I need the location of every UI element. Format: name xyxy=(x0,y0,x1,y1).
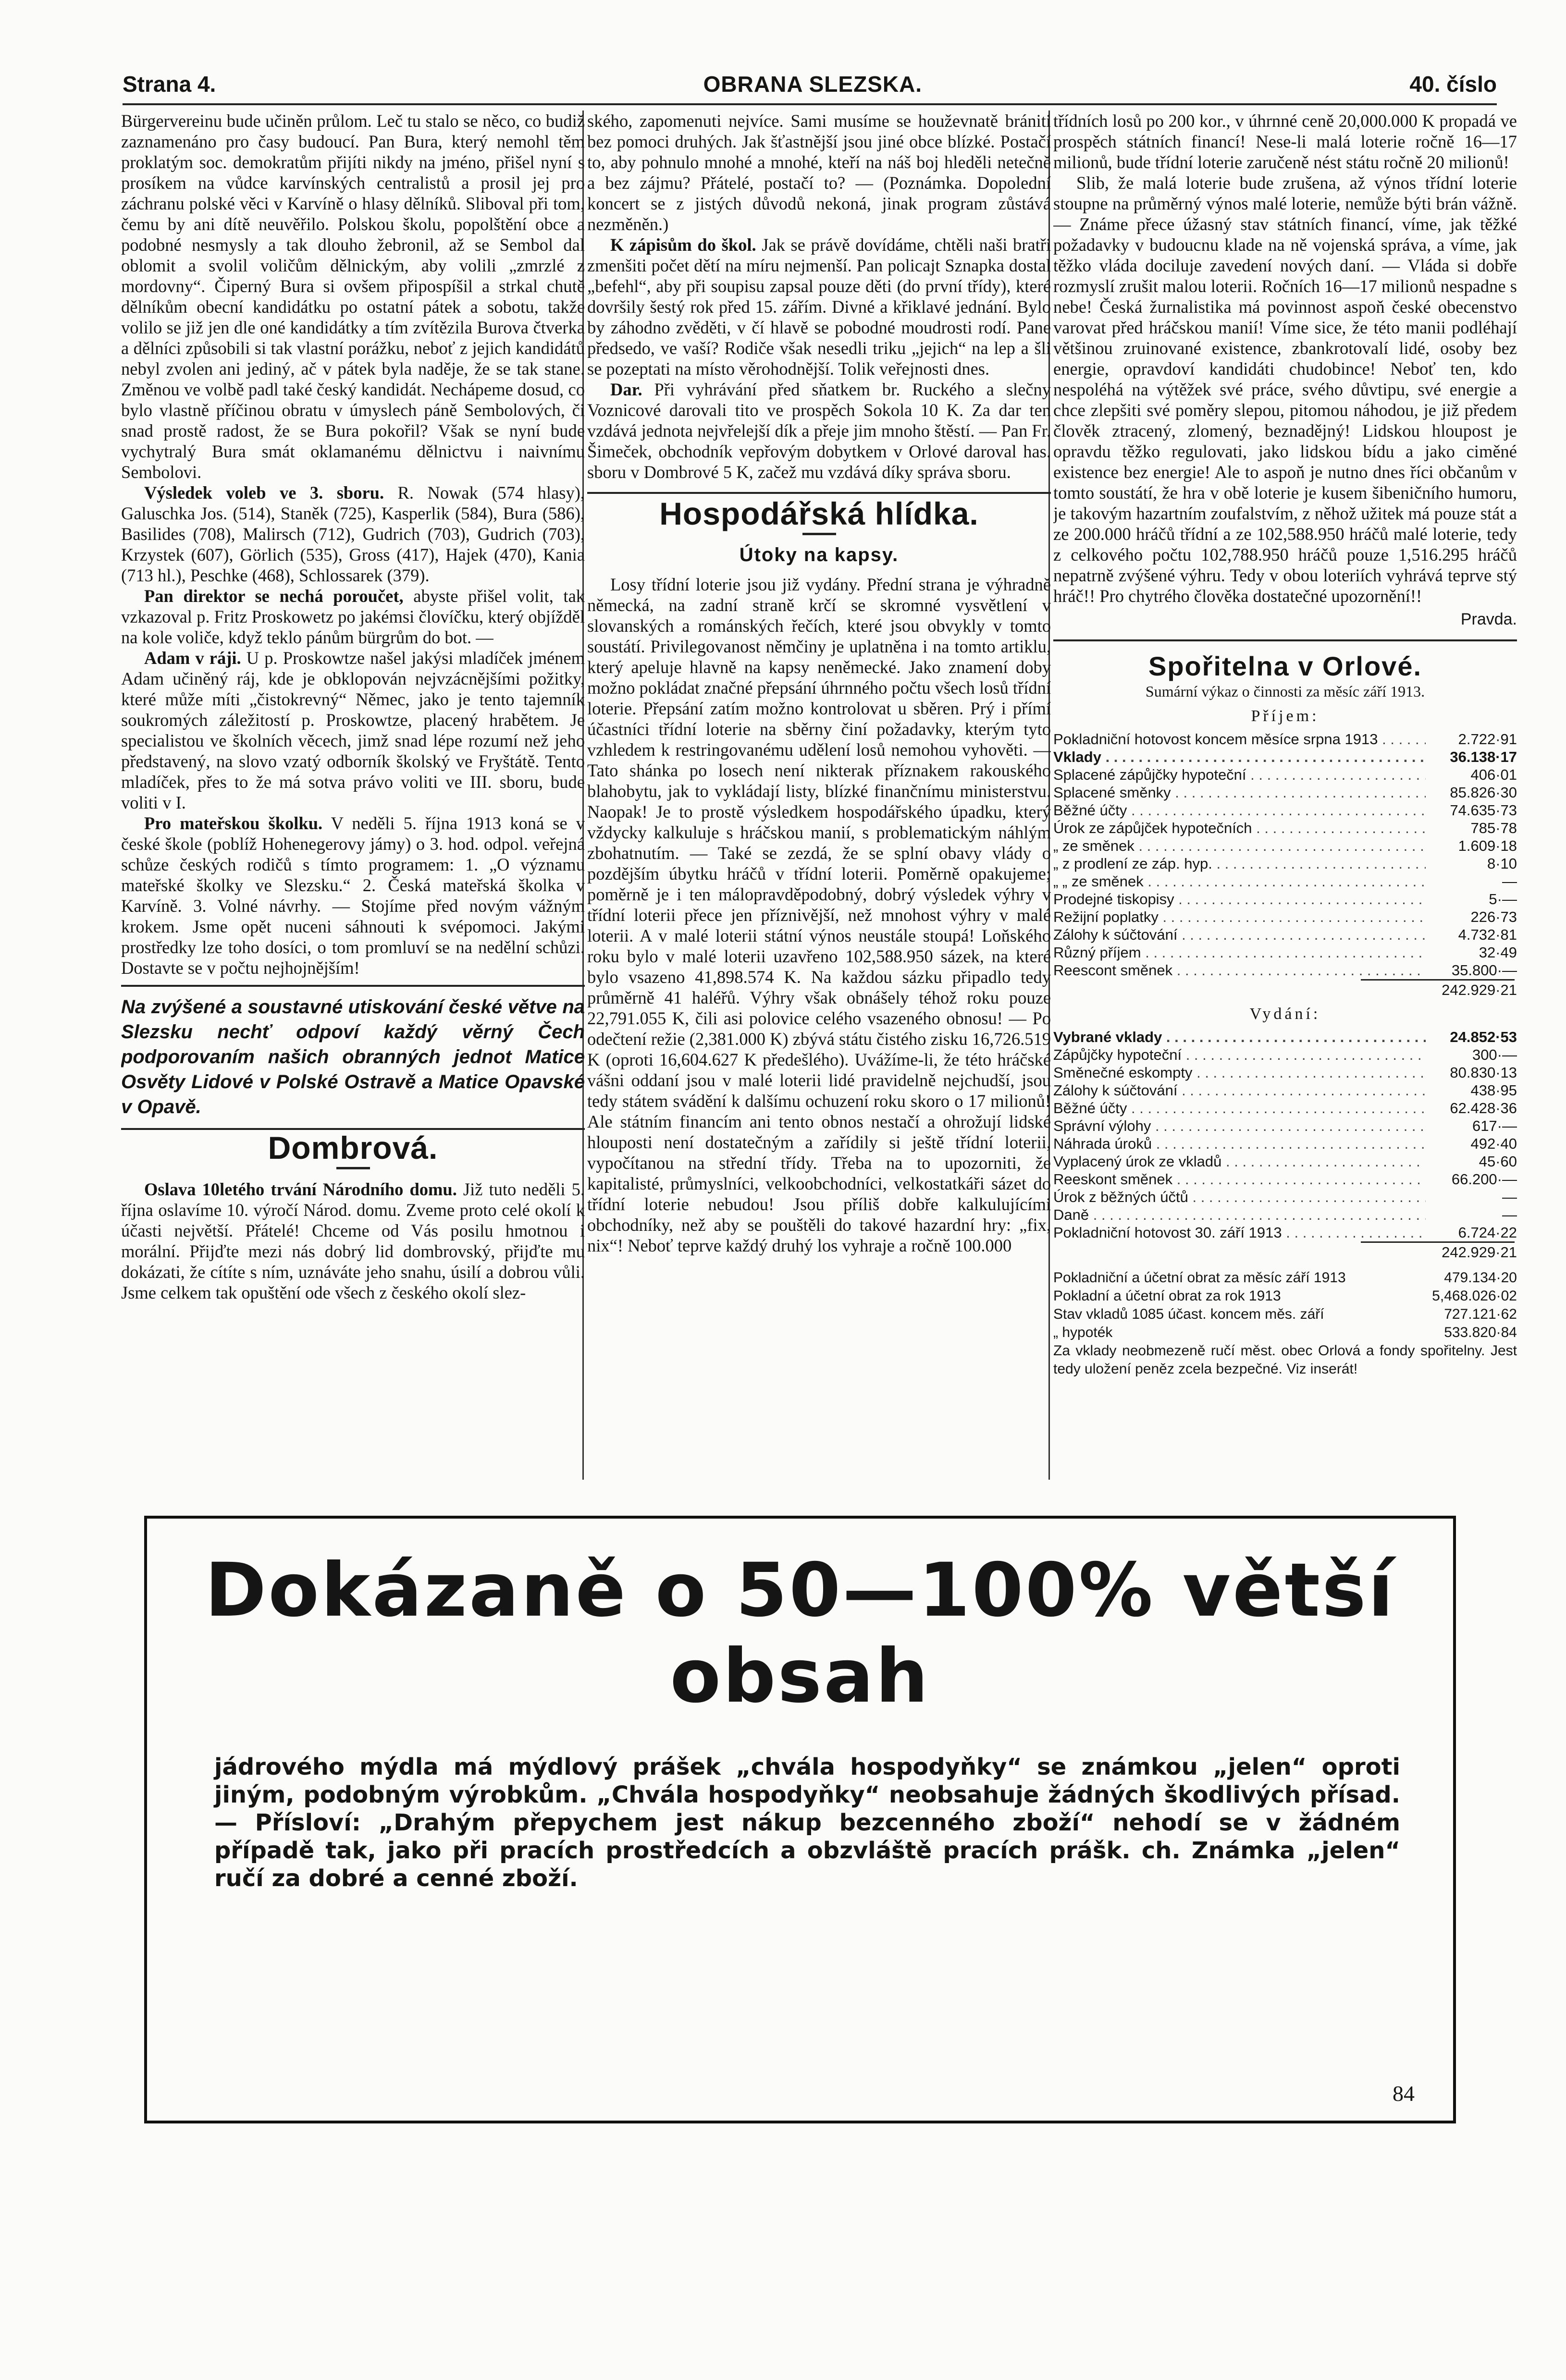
row-value: 727.121·62 xyxy=(1444,1306,1517,1322)
table-row xyxy=(1053,1170,1517,1188)
guarantee-footnote: Za vklady neobmezeně ručí měst. obec Orlová a fondy spořitelny. Jest tedy uložení peněz zcela bezpečné. Viz inserát! xyxy=(1053,1343,1517,1377)
row-label: Pokladniční a účetní obrat za měsíc září 1913 xyxy=(1053,1270,1346,1286)
article-paragraph xyxy=(121,648,585,813)
row-label: Pokladní a účetní obrat za rok 1913 xyxy=(1053,1288,1281,1304)
table-row xyxy=(1053,1224,1517,1241)
income-table xyxy=(1053,730,1517,979)
row-value: 1.609·18 xyxy=(1458,837,1517,854)
table-row xyxy=(1053,1269,1517,1287)
row-value: 438·95 xyxy=(1470,1082,1517,1099)
table-row xyxy=(1053,1099,1517,1117)
row-value: — xyxy=(1502,1206,1517,1223)
row-value: 300·— xyxy=(1472,1046,1517,1063)
row-label: Náhrada úroků . . . xyxy=(1053,1135,1426,1153)
appeal-box: Na zvýšené a soustavné utiskování české větve na Slezsku nechť odpoví každý věrný Čech podporovaním našich obranných jednot Matice Osvěty Lidové v Polské Ostravě a Matice Opavské v Opavě. xyxy=(121,985,585,1130)
row-value: 533.820·84 xyxy=(1444,1325,1517,1340)
row-label: Splacené zápůjčky hypoteční . . . xyxy=(1053,766,1426,784)
article-paragraph: Bürgervereinu bude učiněn průlom. Leč tu stalo se něco, co budiž zaznamenáno pro časy budoucí. Pan Bura, který nemohl těm proklatým soc. demokratům přijíti nikdy na jméno, přišel nyní s prosíkem na vůdce karvínských centralistů a prosil jej pro záchranu polské věci v Karvíně o hlasy dělníků. Sliboval při tom, čemu by ani dítě neuvěřilo. Polskou školu, popolštění obce a podobné nesmysly a tak dlouho žebronil, až se Sembol dal oblomit a svolil voličům dělnickým, aby volili „zmrzlé z mordovny“. Čiperný Bura si ovšem připospíšil a strkal chutě dělníkům obecní kandidátku po ostatní pátek a sobotu, takže volilo se již jen dle oné kandidátky a tím zvítězila Burova čtverka a dělníci způsobili si tak vlastní porážku, neboť z jejich kandidátů nebyl zvolen ani jediný, ač v pátek byla naděje, že se tak stane. Změnou ve volbě padl také český kandidát. Nechápeme dosud, co bylo vlastně příčinou obratu v úmyslech páně Sembolových, či snad prostě radost, že se Bura pokořil? Však se nyní bude vychytralý Bura smát oklamanému dělnictvu i naivnímu Sembolovi. xyxy=(121,111,585,482)
row-label: Směnečné eskompty . . . xyxy=(1053,1064,1426,1081)
paragraph-text: Již tuto neděli 5. října oslavíme 10. výročí Národ. domu. Zveme proto celé okolí k účasti největší. Přátelé! Chceme od Vás posilu hmotnou i morální. Přijďte mezi nás dobrý lid dombrovský, přijďte mu dokázati, že cítíte s ním, uznáváte jeho snahu, úsilí a dobrou vůli. Jsme celkem tak opuštění ode všech z českého okolí slez- xyxy=(121,1179,585,1302)
paragraph-heading: K zápisům do škol. xyxy=(610,235,756,255)
row-value: 785·78 xyxy=(1470,820,1517,836)
paragraph-text: Při vyhrávání před sňatkem br. Ruckého a slečny Voznicové darovali tito ve prospěch Sokola 10 K. Za dar ten vzdává jednota nejvřelejší dík a přeje jim mnoho štěstí. — Pan Fr. Šimeček, obchodník vepřovým dobytkem v Orlové daroval has. sboru v Dombrové 5 K, začež mu vzdává díky správa sboru. xyxy=(587,380,1051,482)
article-paragraph: ského, zapomenuti nejvíce. Sami musíme se houževnatě brániti bez pomoci druhých. Jak šťastnější jsou jiné obce blízké. Postačí to, aby pohnulo mnohé a mnohé, kteří na náš boj hleděli netečně a bez zájmu? Přátelé, postačí to? — (Poznámka. Dopolední koncert se z jistých důvodů nekoná, jinak program zůstává nezměněn.) xyxy=(587,111,1051,234)
row-label: Daně . . . xyxy=(1053,1206,1426,1224)
paragraph-text: R. Nowak (574 hlasy), Galuschka Jos. (514), Staněk (725), Kasperlik (584), Bura (586), Basilides (708), Malirsch (712), Gudrich (703), Gudrich (703), Krzystek (607), Görlich (535), Gross (417), Hajek (470), Kania (713 hl.), Peschke (468), Schlossarek (379). xyxy=(121,483,585,585)
page-number: Strana 4. xyxy=(123,72,216,97)
row-value: 35.800·— xyxy=(1451,962,1517,979)
table-row xyxy=(1053,1287,1517,1305)
row-label: Běžné účty . . . xyxy=(1053,1099,1426,1117)
income-heading: Příjem: xyxy=(1251,707,1319,725)
row-label: Pokladniční hotovost koncem měsíce srpna 1913 . . . xyxy=(1053,730,1426,748)
row-value: — xyxy=(1502,1189,1517,1205)
row-label: Zápůjčky hypoteční . . . xyxy=(1053,1046,1426,1064)
article-paragraph xyxy=(121,482,585,586)
row-label: „ z prodlení ze záp. hyp. . . . xyxy=(1053,855,1426,872)
paragraph-text: abyste přišel volit, tak vzkazoval p. Fritz Proskowetz po jakémsi človíčku, který objížděl na kole voliče, když teklo pánům bürgrům do bot. — xyxy=(121,586,585,647)
row-label: Běžné účty . . . xyxy=(1053,801,1426,819)
paragraph-text: Jak se právě dovídáme, chtěli naši bratři zmenšiti počet dětí na míru nejmenší. Pan policajt Sznapka dostal „befehl“, aby při soupisu zapsal pouze děti (do první třídy), které dovršily šestý rok před 15. zářím. Divné a křiklavé jednání. Bylo by záhodno zvěděti, v čí hlavě se pobodné moudrosti rodí. Pane předsedo, ve vaší? Rodiče však nesedli triku „jejich“ na lep a šli se pozeptati na místo věrohodnější. Tolik veřejnosti dnes. xyxy=(587,235,1051,379)
row-label: Zálohy k súčtování . . . xyxy=(1053,926,1426,944)
table-row xyxy=(1053,1206,1517,1224)
row-label: Splacené směnky . . . xyxy=(1053,784,1426,801)
issue-number: 40. číslo xyxy=(1409,72,1497,97)
row-value: 24.852·53 xyxy=(1450,1029,1517,1045)
row-label: Reeskont směnek . . . xyxy=(1053,1170,1426,1188)
article-paragraph xyxy=(121,586,585,648)
article-paragraph: Losy třídní loterie jsou již vydány. Přední strana je výhradně německá, na zadní straně krčí se skromné vysvětlení v slovanských a románských řečích, které jsou obvykly v tomto soustátí. Privilegovanost němčiny je uplatněna i na tomto artiklu, který apeluje hlavně na kapsy neněmecké. Jako znamení doby možno pokládat značné přepsání úhrnného počtu všech losů třídní loterie. Přepsání zatím možno kontrolovat u sběren. Prý i přímí účastníci třídní loterie na sběrny činí požadavky, kterým tyto vzhledem k restringovanému udělení losů nemohou vyhověti. — Tato shánka po losech není nikterak příznakem rakouského blahobytu, jak to vykládají listy, blízké finančnímu ministerstvu. Naopak! Je to prostě výsledkem hospodářského úpadku, který vždycky kalkuluje s hráčskou manií, s problematickým náhlým zbohatnutím. — Také se zezdá, že se splní obavy vlády o pozdějším úbytku hráčů v třídní loterii. Poměrně opakujeme; poměrně je i ten málopravděpodobný, dobrý výsledek výhry v třídní loterii přece jen příznivější, než mnohost výhry v malé loterii. A v malé loterii státní výnos neustále stoupá! Loňského roku bylo v malé loterii uzavřeno 102,588.950 sázek, na které bylo vsazeno 41,898.574 K. Na každou sázku připadlo tedy průměrně 41 haléřů. Výhry však obnášely téhož roku pouze 22,791.055 K, čili asi polovice celého vsazeného obnosu! — Po odečtení režie (2,381.000 K) zbývá státu čistého zisku 16,726.519 K (oproti 16,604.627 K předešlého). Uvážíme-li, že této hráčské vášni oddaní jsou v malé loterii lidé pravidelně nejchudší, jsou tedy státem svádění k dalšímu ochuzení roku skoro o 17 milionů! Ale státním financím ani tento obnos nestačí a ohrožují lidské hlouposti není dostatečným a zařídily si ještě třídní loterii, vypočítanou na střední třídy. Třeba na to upozorniti, že kapitalisté, průmyslníci, velkoobchodníci, velkostatkáři sázet do třídní loterie nebudou! Jsou příliš dobře kalkulujícími obchodníky, než aby se pouštěli do takové hazardní hry: „fix, nix“! Neboť teprve každý druhý los vyhraje a ročně 100.000 xyxy=(587,575,1051,1255)
row-value: 5,468.026·02 xyxy=(1432,1288,1517,1304)
row-value: 66.200·— xyxy=(1451,1171,1517,1188)
row-label: Stav vkladů 1085 účast. koncem měs. září xyxy=(1053,1306,1324,1322)
savings-bank-title: Spořitelna v Orlové. xyxy=(1148,651,1422,681)
table-row xyxy=(1053,1046,1517,1064)
income-total: 242.929·21 xyxy=(1442,981,1517,998)
row-value: 8·10 xyxy=(1487,855,1517,872)
ad-number: 84 xyxy=(1393,2081,1415,2106)
table-row xyxy=(1053,1081,1517,1099)
paragraph-heading: Adam v ráji. xyxy=(144,648,241,668)
row-value: 45·60 xyxy=(1479,1153,1517,1170)
row-value: 36.138·17 xyxy=(1450,748,1517,765)
row-value: 4.732·81 xyxy=(1458,926,1517,943)
row-value: 80.830·13 xyxy=(1450,1064,1517,1081)
row-label: „ ze směnek . . . xyxy=(1053,837,1426,855)
expense-table xyxy=(1053,1028,1517,1241)
row-label: Pokladniční hotovost 30. září 1913 . . . xyxy=(1053,1224,1426,1241)
table-row xyxy=(1053,766,1517,784)
section-rule xyxy=(1053,639,1517,641)
paragraph-heading: Výsledek voleb ve 3. sboru. xyxy=(144,483,384,503)
row-value: 492·40 xyxy=(1470,1135,1517,1152)
row-label: Zálohy k súčtování . . . xyxy=(1053,1081,1426,1099)
article-paragraph xyxy=(587,234,1051,379)
newspaper-title: OBRANA SLEZSKA. xyxy=(703,72,923,97)
row-value: 617·— xyxy=(1472,1117,1517,1134)
row-value: 479.134·20 xyxy=(1444,1270,1517,1286)
table-row xyxy=(1053,926,1517,944)
section-title: Dombrová. xyxy=(268,1130,438,1165)
ad-headline: Dokázaně o 50—100% větší obsah xyxy=(205,1547,1395,1719)
row-value: 406·01 xyxy=(1470,766,1517,783)
article-paragraph xyxy=(121,813,585,978)
row-value: 2.722·91 xyxy=(1458,731,1517,748)
row-label: Různý příjem . . . xyxy=(1053,944,1426,961)
divider-dash xyxy=(336,1167,370,1169)
column-3 xyxy=(1053,110,1517,1480)
table-row xyxy=(1053,890,1517,908)
table-row xyxy=(1053,1028,1517,1046)
table-row xyxy=(1053,1305,1517,1324)
table-row xyxy=(1053,1324,1517,1342)
table-row xyxy=(1053,784,1517,801)
table-row xyxy=(1053,837,1517,855)
column-1 xyxy=(121,110,585,1480)
row-value: 32·49 xyxy=(1479,944,1517,961)
row-label: „ „ ze směnek . . . xyxy=(1053,872,1426,890)
row-value: 85.826·30 xyxy=(1450,784,1517,801)
row-value: 5·— xyxy=(1489,891,1517,908)
paragraph-heading: Dar. xyxy=(610,380,642,399)
table-row xyxy=(1053,1135,1517,1153)
article-source: Pravda. xyxy=(1460,610,1517,628)
table-row xyxy=(1053,908,1517,926)
summary-notes xyxy=(1053,1269,1517,1378)
column-2 xyxy=(587,110,1051,1480)
expense-heading: Vydání: xyxy=(1249,1005,1321,1023)
table-row xyxy=(1053,872,1517,890)
row-value: 62.428·36 xyxy=(1450,1100,1517,1116)
table-row xyxy=(1053,944,1517,961)
paragraph-text: U p. Proskowtze našel jakýsi mladíček jménem Adam učiněný ráj, kde je obklopován nejvzácnějšími požitky, které může míti „čistokrevný“ Němec, jako je tento tajemník soukromých záležitostí p. Proskowtze, placený hrabětem. Je specialistou ve školních věcech, jimž snad lépe rozumí než jeho představený, na slovo vzatý odborník školský ve Fryštátě. Tento mladíček, přes to že má sotva právo voliti ve III. sboru, bude voliti v I. xyxy=(121,648,585,812)
paragraph-text: V neděli 5. října 1913 koná se v české škole (poblíž Hohenegerovy jámy) o 3. hod. odpol. veřejná schůze českých rodičů s tímto programem: 1. „O významu mateřské školky ve Slezsku.“ 2. Česká mateřská školka v Karvíně. 3. Volné návrhy. — Stojíme před novým vážným krokem. Jsme opět nuceni sáhnouti k svépomoci. Jakými prostředky lze toho dosíci, o tom promluví se na nedělní schůzi. Dostavte se v počtu nejhojnějším! xyxy=(121,813,585,978)
row-label: Prodejné tiskopisy . . . xyxy=(1053,890,1426,908)
expense-total: 242.929·21 xyxy=(1442,1244,1517,1261)
page-header xyxy=(123,65,1497,105)
paragraph-heading: Pan direktor se nechá poroučet, xyxy=(144,586,404,606)
table-row xyxy=(1053,819,1517,837)
row-label: „ hypoték xyxy=(1053,1325,1113,1340)
table-row xyxy=(1053,1064,1517,1081)
table-row xyxy=(1053,1117,1517,1135)
table-row xyxy=(1053,1188,1517,1206)
paragraph-heading: Oslava 10letého trvání Národního domu. xyxy=(144,1179,457,1199)
article-subtitle: Útoky na kapsy. xyxy=(739,544,899,565)
table-row xyxy=(1053,801,1517,819)
table-row xyxy=(1053,855,1517,872)
row-label: Správní výlohy . . . xyxy=(1053,1117,1426,1135)
article-paragraph xyxy=(587,379,1051,482)
row-value: — xyxy=(1502,873,1517,890)
table-row xyxy=(1053,730,1517,748)
row-label: Režijní poplatky . . . xyxy=(1053,908,1426,926)
table-row xyxy=(1053,1153,1517,1170)
article-paragraph: Slib, že malá loterie bude zrušena, až výnos třídní loterie stoupne na průměrný výnos malé loterie, nemůže býti brán vážně. — Známe přece úžasný stav státních financí, víme, jak těžké požadavky v budoucnu klade na ně vojenská správa, a víme, jak těžko vláda dociluje zavedení nových daní. — Vláda si dobře rozmyslí zrušit malou loterii. Ročních 16—17 milionů nespadne s nebe! Česká žurnalistika má povinnost aspoň české obecenstvo varovat před hráčskou manií! Víme sice, že této manii podléhají většinou zruinované existence, zbankrotovalí lidé, osoby bez energie, opravdoví kandidáti chudobince! Neboť ten, kdo nespoléhá na výtěžek své práce, svého důvtipu, své energie a chce zlepšiti své poměry slepou, pitomou náhodou, je již předem člověk ztracený, zlomený, beznadějný! Lidskou hloupost je opravdu těžko regulovati, jako lidskou bídu a jako ciměné existence bez energie! Ale to aspoň je nutno dnes říci občanům v tomto soustátí, že hra v obě loterie je kusem šibeničního humoru, je takovým hazartním zoufalstvím, z něhož užitek má pouze stát a ze 200.000 hráčů třídní a ze 102,588.950 hráčů malé loterie, tedy z celkového počtu 102,788.950 hráčů pouze 1,516.295 hráčů nepatrně zvýšené výhru. Tedy v obou loteriích vyhrává teprve stý hráč!! Pro chytrého člověka dostatečné upozornění!! xyxy=(1053,173,1517,606)
section-title: Hospodářská hlídka. xyxy=(659,496,979,531)
article-paragraph xyxy=(121,1179,585,1303)
row-label: Vyplacený úrok ze vkladů . . . xyxy=(1053,1153,1426,1170)
row-value: 226·73 xyxy=(1470,908,1517,925)
paragraph-heading: Pro mateřskou školku. xyxy=(144,813,323,833)
section-rule xyxy=(587,492,1051,494)
row-label: Vklady . . . xyxy=(1053,748,1426,766)
ad-body: jádrového mýdla má mýdlový prášek „chvála hospodyňky“ se známkou „jelen“ oproti jiným, podobným výrobkům. „Chvála hospodyňky“ neobsahuje žádných škodlivých přísad. — Přísloví: „Drahým přepychem jest nákup bezcenného zboží“ nehodí se v žádném případě tak, jako při pracích prostředcích a obzvláště pracích prášk. ch. Známka „jelen“ ručí za dobré a cenné zboží. xyxy=(214,1754,1400,1892)
article-paragraph: třídních losů po 200 kor., v úhrnné ceně 20,000.000 K propadá ve prospěch státních financí! Nese-li malá loterie ročně 16—17 milionů, bude třídní loterie zaručeně nést státu ročně 20 milionů! xyxy=(1053,111,1517,172)
advertisement xyxy=(144,1516,1456,2123)
row-label: Reescont směnek . . . xyxy=(1053,961,1426,979)
row-label: Úrok z běžných účtů . . . xyxy=(1053,1188,1426,1206)
row-value: 74.635·73 xyxy=(1450,802,1517,819)
table-row xyxy=(1053,961,1517,979)
table-row xyxy=(1053,748,1517,766)
notes-list xyxy=(1053,1269,1517,1342)
row-value: 6.724·22 xyxy=(1458,1224,1517,1241)
divider-dash xyxy=(802,533,836,535)
savings-bank-subtitle: Sumární výkaz o činnosti za měsíc září 1913. xyxy=(1145,683,1425,700)
row-label: Vybrané vklady . . . xyxy=(1053,1028,1426,1046)
row-label: Úrok ze zápůjček hypotečních . . . xyxy=(1053,819,1426,837)
